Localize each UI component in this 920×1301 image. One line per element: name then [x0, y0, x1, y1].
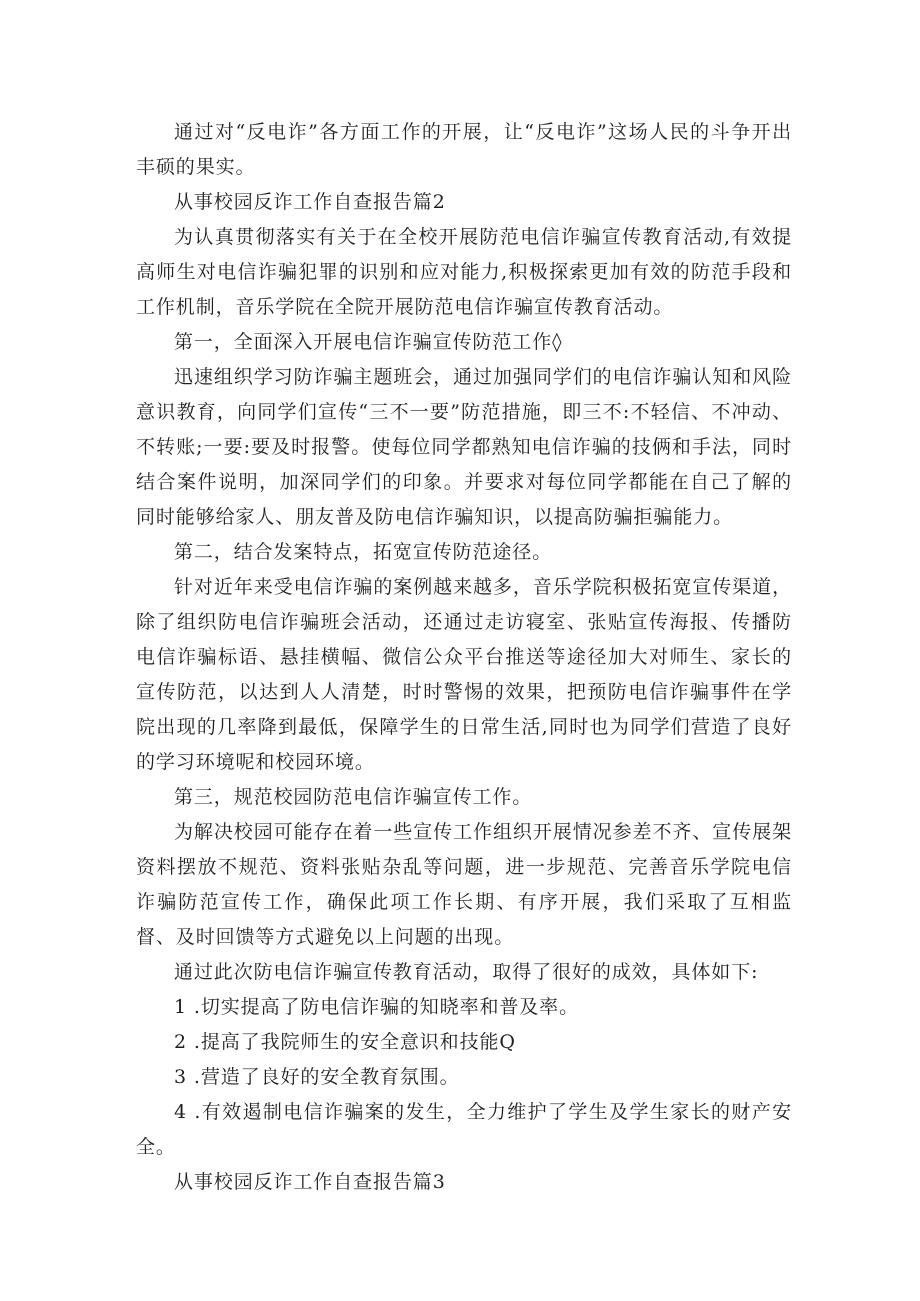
list-item: 4 .有效遏制电信诈骗案的发生，全力维护了学生及学生家长的财产安全。: [136, 1101, 792, 1158]
body-paragraph: 迅速组织学习防诈骗主题班会，通过加强同学们的电信诈骗认知和风险意识教育，向同学们宣传“三不一要”防范措施，即三不:不轻信、不冲动、不转账;一要:要及时报警。使每位同学都熟知电信诈骗的技俩和手法，同时结合案件说明，加深同学们的印象。并要求对每位同学都能在自己了解的同时能够给家人、朋友普及防电信诈骗知识，以提高防骗拒骗能力。: [136, 366, 792, 528]
body-paragraph: 针对近年来受电信诈骗的案例越来越多，音乐学院积极拓宽宣传渠道，除了组织防电信诈骗班会活动，还通过走访寝室、张贴宣传海报、传播防电信诈骗标语、悬挂横幅、微信公众平台推送等途径加大对师生、家长的宣传防范，以达到人人清楚，时时警惕的效果，把预防电信诈骗事件在学院出现的几率降到最低，保障学生的日常生活,同时也为同学们营造了良好的学习环境呢和校园环境。: [136, 576, 792, 773]
subheading-second: 第二，结合发案特点，拓宽宣传防范途径。: [174, 541, 553, 563]
intro-paragraph: 通过对“反电诈”各方面工作的开展，让“反电诈”这场人民的斗争开出丰硕的果实。: [136, 121, 792, 178]
subheading-third: 第三，规范校园防范电信诈骗宣传工作。: [174, 786, 533, 808]
subheading-first: 第一，全面深入开展电信诈骗宣传防范工作◊: [174, 331, 563, 353]
section-heading: 从事校园反诈工作自查报告篇2: [174, 191, 446, 213]
list-item: 1 .切实提高了防电信诈骗的知晓率和普及率。: [174, 996, 579, 1018]
list-item: 3 .营造了良好的安全教育氛围。: [174, 1066, 460, 1088]
body-paragraph: 为认真贯彻落实有关于在全校开展防范电信诈骗宣传教育活动,有效提高师生对电信诈骗犯罪的识别和应对能力,积极探索更加有效的防范手段和工作机制，音乐学院在全院开展防范电信诈骗宣传教育活动。: [136, 226, 792, 318]
results-intro: 通过此次防电信诈骗宣传教育活动，取得了很好的成效，具体如下:: [174, 961, 759, 983]
list-item: 2 .提高了我院师生的安全意识和技能Q: [174, 1031, 516, 1053]
body-paragraph: 为解决校园可能存在着一些宣传工作组织开展情况参差不齐、宣传展架资料摆放不规范、资料张贴杂乱等问题，进一步规范、完善音乐学院电信诈骗防范宣传工作，确保此项工作长期、有序开展，我们采取了互相监督、及时回馈等方式避免以上问题的出现。: [136, 821, 792, 948]
section-heading: 从事校园反诈工作自查报告篇3: [174, 1171, 446, 1193]
